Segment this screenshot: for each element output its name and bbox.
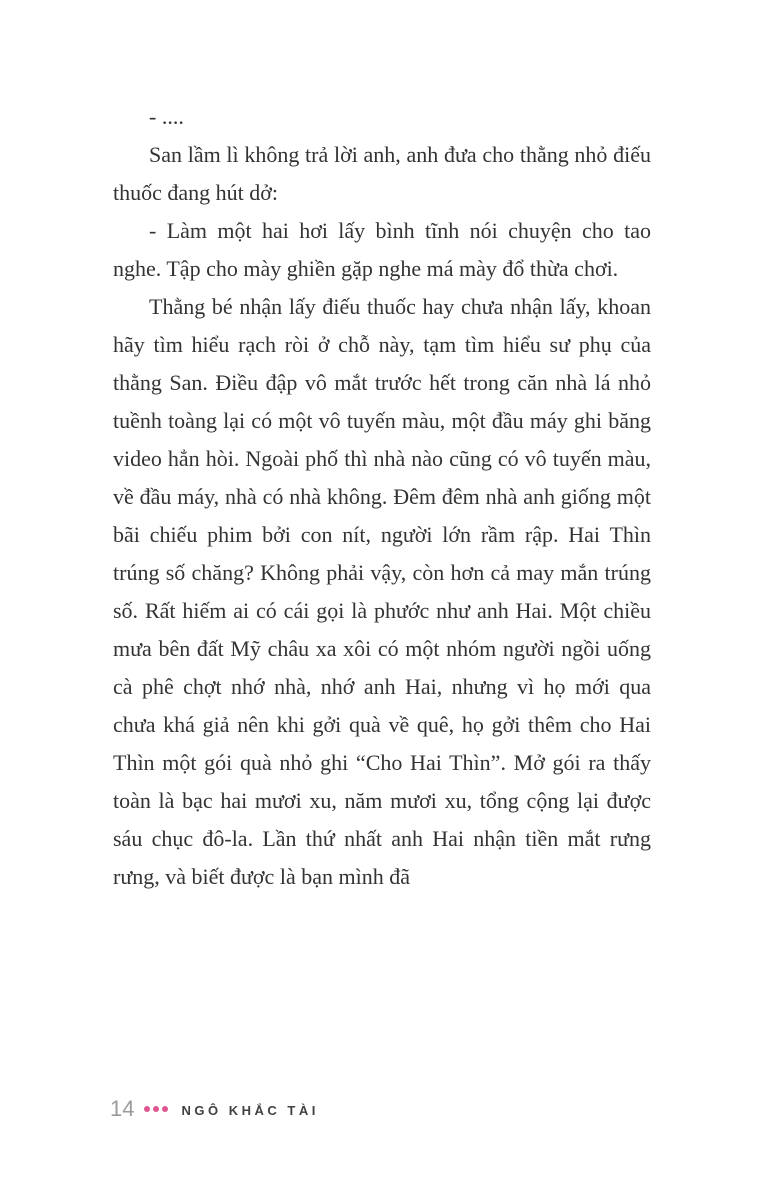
paragraph: San lầm lì không trả lời anh, anh đưa cho thằng nhỏ điếu thuốc đang hút dở:	[113, 142, 651, 205]
page-footer	[110, 1096, 319, 1122]
paragraph: Thằng bé nhận lấy điếu thuốc hay chưa nhận lấy, khoan hãy tìm hiểu rạch ròi ở chỗ này, tạm tìm hiểu sư phụ của thằng San. Điều đập vô mắt trước hết trong căn nhà lá nhỏ tuềnh toàng lại có một vô tuyến màu, một đầu máy ghi băng video hẳn hòi. Ngoài phố thì nhà nào cũng có vô tuyến màu, về đầu máy, nhà có nhà không. Đêm đêm nhà anh giống một bãi chiếu phim bởi con nít, người lớn rầm rập. Hai Thìn trúng số chăng? Không phải vậy, còn hơn cả may mắn trúng số. Rất hiếm ai có cái gọi là phước như anh Hai. Một chiều mưa bên đất Mỹ châu xa xôi có một nhóm người ngồi uống cà phê chợt nhớ nhà, nhớ anh Hai, nhưng vì họ mới qua chưa khá giả nên khi gởi quà về quê, họ gởi thêm cho Hai Thìn một gói quà nhỏ ghi “Cho Hai Thìn”. Mở gói ra thấy toàn là bạc hai mươi xu, năm mươi xu, tổng cộng lại được sáu chục đô-la. Lần thứ nhất anh Hai nhận tiền mắt rưng rưng, và biết được là bạn mình đã	[113, 294, 651, 889]
paragraph: - Làm một hai hơi lấy bình tĩnh nói chuyện cho tao nghe. Tập cho mày ghiền gặp nghe má mày đổ thừa chơi.	[113, 218, 651, 281]
page-text	[113, 98, 651, 896]
dots-icon	[144, 1106, 171, 1112]
author-name: NGÔ KHẮC TÀI	[181, 1103, 319, 1118]
paragraph: - ....	[149, 104, 184, 129]
page-number: 14	[110, 1096, 135, 1121]
